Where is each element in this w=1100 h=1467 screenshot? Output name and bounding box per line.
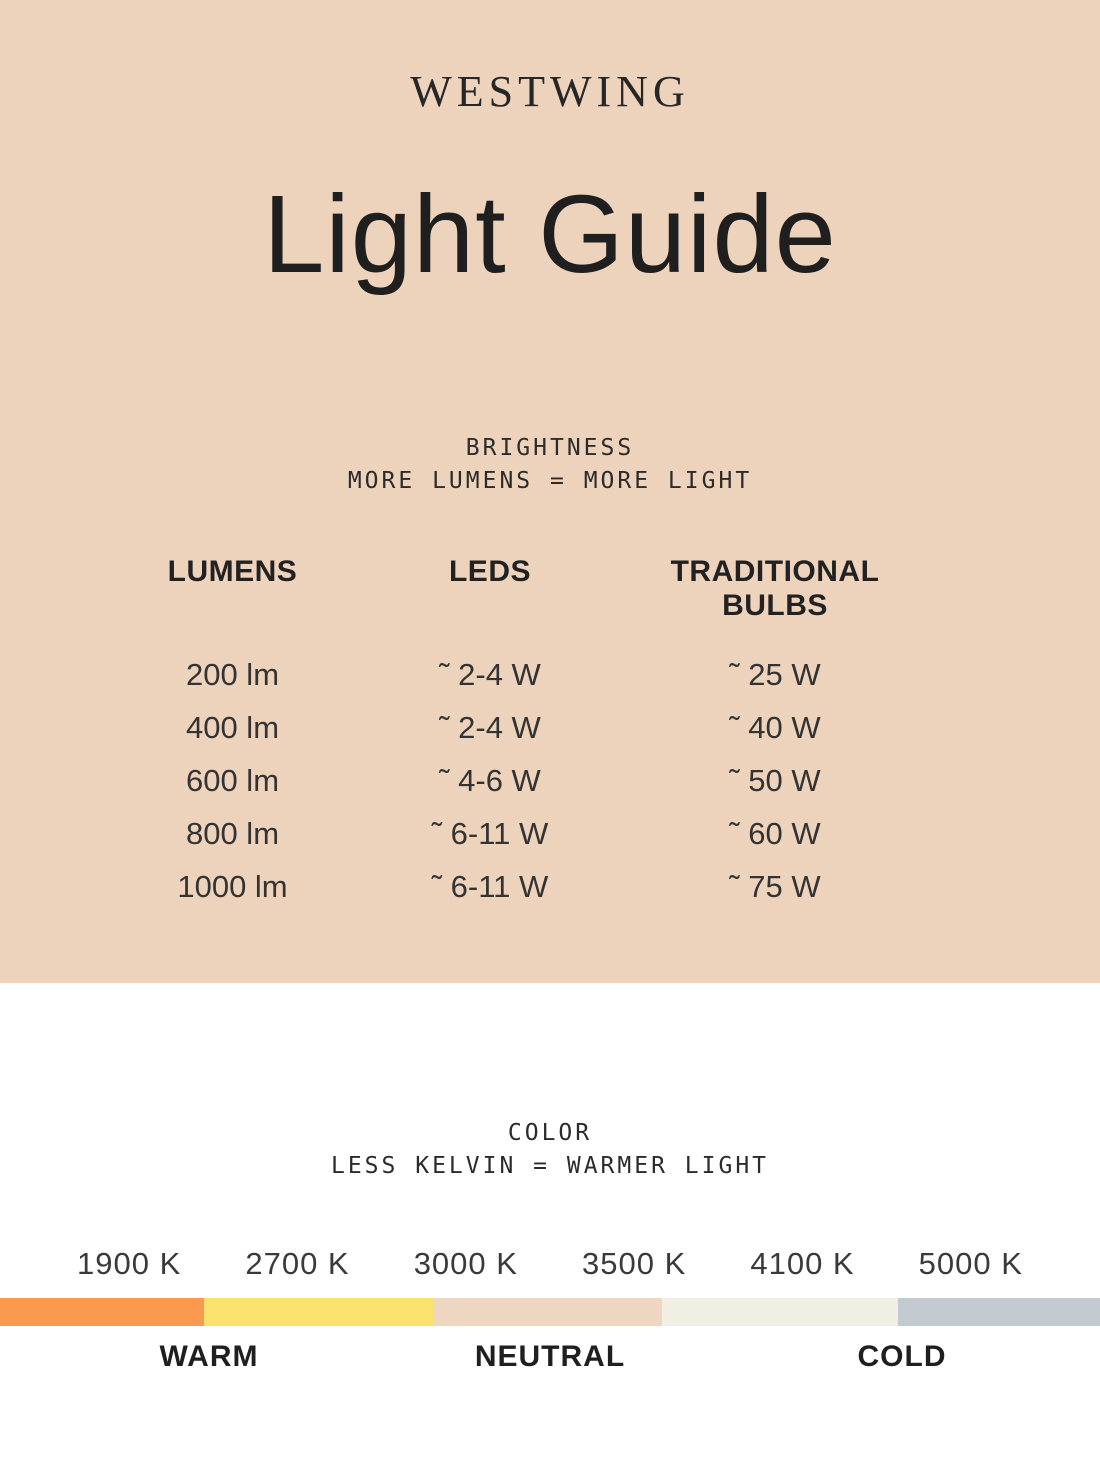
kelvin-label-4100: 4100 K bbox=[750, 1245, 855, 1281]
kelvin-label-5000: 5000 K bbox=[918, 1245, 1023, 1281]
color-heading: COLOR bbox=[507, 1120, 593, 1146]
header-leds: LEDS bbox=[448, 554, 531, 588]
kelvin-label-2700: 2700 K bbox=[245, 1245, 350, 1281]
cell-bulbs: ˜ 50 W bbox=[729, 763, 821, 799]
header-lumens: LUMENS bbox=[167, 554, 298, 588]
color-heading-block bbox=[0, 983, 1100, 1184]
cell-bulbs: ˜ 60 W bbox=[729, 816, 821, 852]
table-row bbox=[100, 861, 1100, 914]
label-warm: WARM bbox=[159, 1339, 259, 1373]
cell-leds: ˜ 2-4 W bbox=[439, 710, 541, 746]
color-temperature-bar bbox=[0, 1298, 1100, 1326]
bar-segment-cold-grayblue bbox=[898, 1298, 1100, 1326]
bar-segment-warm-orange bbox=[0, 1298, 204, 1326]
cell-leds: ˜ 6-11 W bbox=[431, 816, 549, 852]
kelvin-label-3500: 3500 K bbox=[582, 1245, 687, 1281]
cell-lumens: 600 lm bbox=[185, 763, 280, 799]
bar-segment-warm-yellow bbox=[204, 1298, 434, 1326]
label-neutral: NEUTRAL bbox=[474, 1339, 626, 1373]
brightness-subheading: MORE LUMENS = MORE LIGHT bbox=[347, 468, 753, 495]
kelvin-label-1900: 1900 K bbox=[77, 1245, 182, 1281]
temperature-labels bbox=[0, 1340, 1100, 1400]
brand-logo: WESTWING bbox=[410, 67, 690, 116]
kelvin-scale-labels bbox=[0, 1246, 1100, 1282]
table-row bbox=[100, 808, 1100, 861]
cell-bulbs: ˜ 75 W bbox=[729, 869, 821, 905]
page-title: Light Guide bbox=[263, 173, 837, 296]
table-row bbox=[100, 649, 1100, 702]
table-header-row bbox=[100, 555, 1100, 623]
bar-segment-neutral-cream bbox=[662, 1298, 897, 1326]
table-body bbox=[100, 649, 1100, 914]
cell-lumens: 1000 lm bbox=[177, 869, 288, 905]
cell-leds: ˜ 6-11 W bbox=[431, 869, 549, 905]
lumens-table bbox=[0, 555, 1100, 914]
color-subheading: LESS KELVIN = WARMER LIGHT bbox=[330, 1153, 770, 1180]
kelvin-label-3000: 3000 K bbox=[413, 1245, 518, 1281]
cell-lumens: 400 lm bbox=[185, 710, 280, 746]
cell-leds: ˜ 4-6 W bbox=[439, 763, 541, 799]
bar-segment-neutral-beige bbox=[433, 1298, 662, 1326]
brightness-heading-block bbox=[0, 432, 1100, 499]
header-traditional-bulbs: TRADITIONAL BULBS bbox=[670, 554, 880, 622]
table-row bbox=[100, 755, 1100, 808]
table-row bbox=[100, 702, 1100, 755]
cell-lumens: 800 lm bbox=[185, 816, 280, 852]
label-cold: COLD bbox=[857, 1339, 947, 1373]
cell-bulbs: ˜ 25 W bbox=[729, 657, 821, 693]
cell-lumens: 200 lm bbox=[185, 657, 280, 693]
cell-leds: ˜ 2-4 W bbox=[439, 657, 541, 693]
brightness-heading: BRIGHTNESS bbox=[465, 435, 635, 461]
color-section bbox=[0, 983, 1100, 1400]
cell-bulbs: ˜ 40 W bbox=[729, 710, 821, 746]
